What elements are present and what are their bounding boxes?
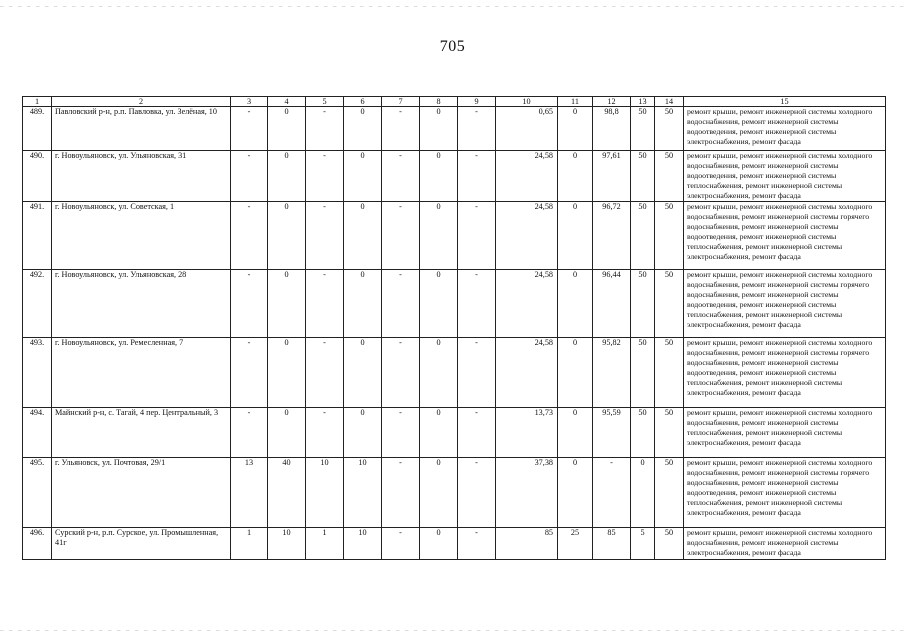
cell-c10: 24,58 — [496, 202, 558, 270]
cell-c13: 50 — [631, 151, 655, 202]
cell-c13: 50 — [631, 107, 655, 151]
repair-works: ремонт крыши, ремонт инженерной системы холодного водоснабжения, ремонт инженерной системы теплоснабжения, ремонт инженерной системы электроснабжения, ремонт фасада — [684, 408, 886, 458]
cell-c6: 0 — [344, 202, 382, 270]
cell-c10: 13,73 — [496, 408, 558, 458]
cell-c9: - — [458, 202, 496, 270]
bottom-scan-edge — [0, 630, 905, 631]
cell-c8: 0 — [420, 338, 458, 408]
cell-c9: - — [458, 270, 496, 338]
cell-c7: - — [382, 270, 420, 338]
cell-c11: 0 — [558, 458, 593, 528]
cell-c8: 0 — [420, 458, 458, 528]
cell-c8: 0 — [420, 408, 458, 458]
cell-c8: 0 — [420, 151, 458, 202]
row-number: 495. — [23, 458, 52, 528]
house-address: Майнский р-н, с. Тагай, 4 пер. Центральный, 3 — [52, 408, 231, 458]
cell-c8: 0 — [420, 528, 458, 560]
cell-c6: 0 — [344, 270, 382, 338]
cell-c10: 24,58 — [496, 338, 558, 408]
table-row — [23, 528, 886, 560]
cell-c12: 98,8 — [593, 107, 631, 151]
cell-c12: 97,61 — [593, 151, 631, 202]
cell-c13: 50 — [631, 202, 655, 270]
repair-works: ремонт крыши, ремонт инженерной системы холодного водоснабжения, ремонт инженерной системы горячего водоснабжения, ремонт инженерной системы водоотведения, ремонт инженерной системы теплоснабжения, ремонт инженерной системы электроснабжения, ремонт фасада — [684, 202, 886, 270]
cell-c7: - — [382, 528, 420, 560]
cell-c8: 0 — [420, 202, 458, 270]
house-address: Сурский р-н, р.п. Сурское, ул. Промышленная, 41г — [52, 528, 231, 560]
cell-c3: - — [231, 270, 268, 338]
repair-works: ремонт крыши, ремонт инженерной системы холодного водоснабжения, ремонт инженерной системы водоотведения, ремонт инженерной системы теплоснабжения, ремонт инженерной системы электроснабжения, ремонт фасада — [684, 151, 886, 202]
column-header-14: 14 — [655, 97, 684, 107]
cell-c5: - — [306, 151, 344, 202]
cell-c7: - — [382, 458, 420, 528]
cell-c3: - — [231, 202, 268, 270]
cell-c14: 50 — [655, 408, 684, 458]
cell-c4: 0 — [268, 408, 306, 458]
row-number: 492. — [23, 270, 52, 338]
cell-c11: 0 — [558, 151, 593, 202]
cell-c5: 1 — [306, 528, 344, 560]
column-header-1: 1 — [23, 97, 52, 107]
cell-c12: 96,72 — [593, 202, 631, 270]
table-row — [23, 338, 886, 408]
row-number: 491. — [23, 202, 52, 270]
cell-c4: 10 — [268, 528, 306, 560]
cell-c4: 0 — [268, 151, 306, 202]
cell-c5: 10 — [306, 458, 344, 528]
cell-c4: 0 — [268, 338, 306, 408]
cell-c3: - — [231, 151, 268, 202]
cell-c11: 0 — [558, 408, 593, 458]
cell-c6: 10 — [344, 458, 382, 528]
cell-c13: 50 — [631, 270, 655, 338]
cell-c6: 0 — [344, 151, 382, 202]
cell-c11: 0 — [558, 107, 593, 151]
cell-c6: 10 — [344, 528, 382, 560]
column-header-10: 10 — [496, 97, 558, 107]
column-header-8: 8 — [420, 97, 458, 107]
house-address: г. Новоульяновск, ул. Советская, 1 — [52, 202, 231, 270]
column-header-15: 15 — [684, 97, 886, 107]
table-row — [23, 107, 886, 151]
row-number: 490. — [23, 151, 52, 202]
row-number: 496. — [23, 528, 52, 560]
cell-c9: - — [458, 528, 496, 560]
column-number-row — [23, 97, 886, 107]
cell-c12: 85 — [593, 528, 631, 560]
column-header-2: 2 — [52, 97, 231, 107]
cell-c14: 50 — [655, 528, 684, 560]
cell-c5: - — [306, 270, 344, 338]
cell-c7: - — [382, 338, 420, 408]
repair-works: ремонт крыши, ремонт инженерной системы холодного водоснабжения, ремонт инженерной системы горячего водоснабжения, ремонт инженерной системы водоотведения, ремонт инженерной системы теплоснабжения, ремонт инженерной системы электроснабжения, ремонт фасада — [684, 458, 886, 528]
cell-c11: 0 — [558, 202, 593, 270]
cell-c3: - — [231, 107, 268, 151]
cell-c10: 0,65 — [496, 107, 558, 151]
cell-c5: - — [306, 202, 344, 270]
house-address: г. Новоульяновск, ул. Ремесленная, 7 — [52, 338, 231, 408]
cell-c14: 50 — [655, 338, 684, 408]
cell-c11: 0 — [558, 338, 593, 408]
cell-c10: 24,58 — [496, 151, 558, 202]
cell-c4: 0 — [268, 107, 306, 151]
cell-c5: - — [306, 408, 344, 458]
table-body — [23, 107, 886, 560]
cell-c9: - — [458, 458, 496, 528]
cell-c13: 50 — [631, 338, 655, 408]
cell-c7: - — [382, 202, 420, 270]
cell-c6: 0 — [344, 107, 382, 151]
table-row — [23, 202, 886, 270]
cell-c9: - — [458, 408, 496, 458]
cell-c14: 50 — [655, 270, 684, 338]
page-number: 705 — [439, 38, 466, 55]
column-header-4: 4 — [268, 97, 306, 107]
cell-c3: - — [231, 408, 268, 458]
column-header-6: 6 — [344, 97, 382, 107]
house-address: г. Ульяновск, ул. Почтовая, 29/1 — [52, 458, 231, 528]
cell-c6: 0 — [344, 338, 382, 408]
column-header-5: 5 — [306, 97, 344, 107]
cell-c6: 0 — [344, 408, 382, 458]
column-header-3: 3 — [231, 97, 268, 107]
cell-c12: 95,82 — [593, 338, 631, 408]
cell-c14: 50 — [655, 458, 684, 528]
repair-works: ремонт крыши, ремонт инженерной системы холодного водоснабжения, ремонт инженерной системы электроснабжения, ремонт фасада — [684, 528, 886, 560]
cell-c9: - — [458, 338, 496, 408]
cell-c12: 96,44 — [593, 270, 631, 338]
house-address: Павловский р-н, р.п. Павловка, ул. Зелёная, 10 — [52, 107, 231, 151]
top-scan-edge — [0, 6, 905, 7]
repair-works: ремонт крыши, ремонт инженерной системы холодного водоснабжения, ремонт инженерной системы водоотведения, ремонт инженерной системы электроснабжения, ремонт фасада — [684, 107, 886, 151]
cell-c14: 50 — [655, 151, 684, 202]
cell-c4: 0 — [268, 202, 306, 270]
capital-repair-table — [22, 96, 886, 560]
cell-c13: 5 — [631, 528, 655, 560]
column-header-13: 13 — [631, 97, 655, 107]
repair-works: ремонт крыши, ремонт инженерной системы холодного водоснабжения, ремонт инженерной системы горячего водоснабжения, ремонт инженерной системы водоотведения, ремонт инженерной системы теплоснабжения, ремонт инженерной системы электроснабжения, ремонт фасада — [684, 338, 886, 408]
cell-c10: 37,38 — [496, 458, 558, 528]
cell-c4: 40 — [268, 458, 306, 528]
house-address: г. Новоульяновск, ул. Ульяновская, 31 — [52, 151, 231, 202]
column-header-11: 11 — [558, 97, 593, 107]
cell-c12: 95,59 — [593, 408, 631, 458]
table-row — [23, 151, 886, 202]
column-header-7: 7 — [382, 97, 420, 107]
table-row — [23, 270, 886, 338]
cell-c9: - — [458, 151, 496, 202]
cell-c7: - — [382, 151, 420, 202]
cell-c3: 1 — [231, 528, 268, 560]
cell-c7: - — [382, 408, 420, 458]
cell-c10: 85 — [496, 528, 558, 560]
row-number: 489. — [23, 107, 52, 151]
house-address: г. Новоульяновск, ул. Ульяновская, 28 — [52, 270, 231, 338]
cell-c11: 0 — [558, 270, 593, 338]
table-row — [23, 458, 886, 528]
cell-c13: 50 — [631, 408, 655, 458]
cell-c8: 0 — [420, 107, 458, 151]
cell-c4: 0 — [268, 270, 306, 338]
row-number: 493. — [23, 338, 52, 408]
cell-c3: 13 — [231, 458, 268, 528]
cell-c14: 50 — [655, 107, 684, 151]
column-header-9: 9 — [458, 97, 496, 107]
cell-c10: 24,58 — [496, 270, 558, 338]
cell-c5: - — [306, 107, 344, 151]
cell-c5: - — [306, 338, 344, 408]
cell-c9: - — [458, 107, 496, 151]
cell-c11: 25 — [558, 528, 593, 560]
row-number: 494. — [23, 408, 52, 458]
cell-c12: - — [593, 458, 631, 528]
cell-c3: - — [231, 338, 268, 408]
cell-c13: 0 — [631, 458, 655, 528]
column-header-12: 12 — [593, 97, 631, 107]
cell-c7: - — [382, 107, 420, 151]
cell-c14: 50 — [655, 202, 684, 270]
repair-works: ремонт крыши, ремонт инженерной системы холодного водоснабжения, ремонт инженерной системы горячего водоснабжения, ремонт инженерной системы водоотведения, ремонт инженерной системы теплоснабжения, ремонт инженерной системы электроснабжения, ремонт фасада — [684, 270, 886, 338]
table-row — [23, 408, 886, 458]
cell-c8: 0 — [420, 270, 458, 338]
